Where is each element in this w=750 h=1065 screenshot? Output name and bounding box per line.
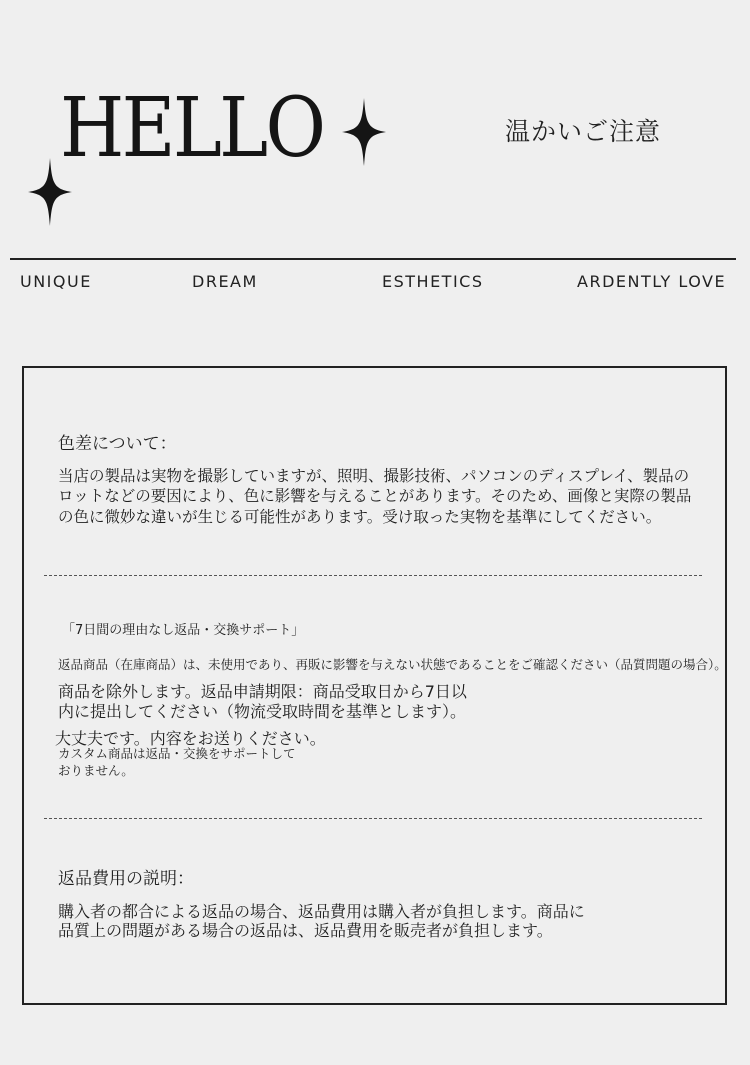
divider <box>10 258 736 260</box>
return-cost-title: 返品費用の説明： <box>58 869 194 889</box>
dashed-divider <box>44 818 702 819</box>
return-cost-line: 品質上の問題がある場合の返品は、返品費用を販売者が負担します。 <box>58 921 553 940</box>
dashed-divider <box>44 575 702 576</box>
tagline-esthetics: ESTHETICS <box>382 272 484 291</box>
page-subtitle: 温かいご注意 <box>505 117 662 146</box>
color-difference-line: の色に微妙な違いが生じる可能性があります。受け取った実物を基準にしてください。 <box>58 508 662 526</box>
sparkle-icon <box>28 158 72 226</box>
custom-item-note: おりません。 <box>58 763 134 778</box>
sparkle-icon <box>342 98 386 166</box>
returns-line: 商品を除外します。返品申請期限：商品受取日から7日以 <box>58 682 467 701</box>
returns-ok-line: 大丈夫です。内容をお送りください。 <box>55 729 326 748</box>
returns-line: 内に提出してください（物流受取時間を基準とします）。 <box>58 702 467 721</box>
color-difference-title: 色差について： <box>58 434 177 454</box>
tagline-unique: UNIQUE <box>20 272 92 291</box>
return-cost-line: 購入者の都合による返品の場合、返品費用は購入者が負担します。商品に <box>58 902 585 921</box>
color-difference-line: ロットなどの要因により、色に影響を与えることがあります。そのため、画像と実際の製品 <box>58 487 692 505</box>
hello-logo: HELLO <box>60 81 324 176</box>
returns-title: 「7日間の理由なし返品・交換サポート」 <box>62 623 305 638</box>
custom-item-note: カスタム商品は返品・交換をサポートして <box>58 746 296 761</box>
tagline-ardently-love: ARDENTLY LOVE <box>577 272 727 291</box>
color-difference-line: 当店の製品は実物を撮影していますが、照明、撮影技術、パソコンのディスプレイ、製品の <box>58 467 690 485</box>
returns-note: 返品商品（在庫商品）は、未使用であり、再販に影響を与えない状態であることをご確認ください（品質問題の場合）。 <box>58 657 727 672</box>
tagline-dream: DREAM <box>192 272 258 291</box>
